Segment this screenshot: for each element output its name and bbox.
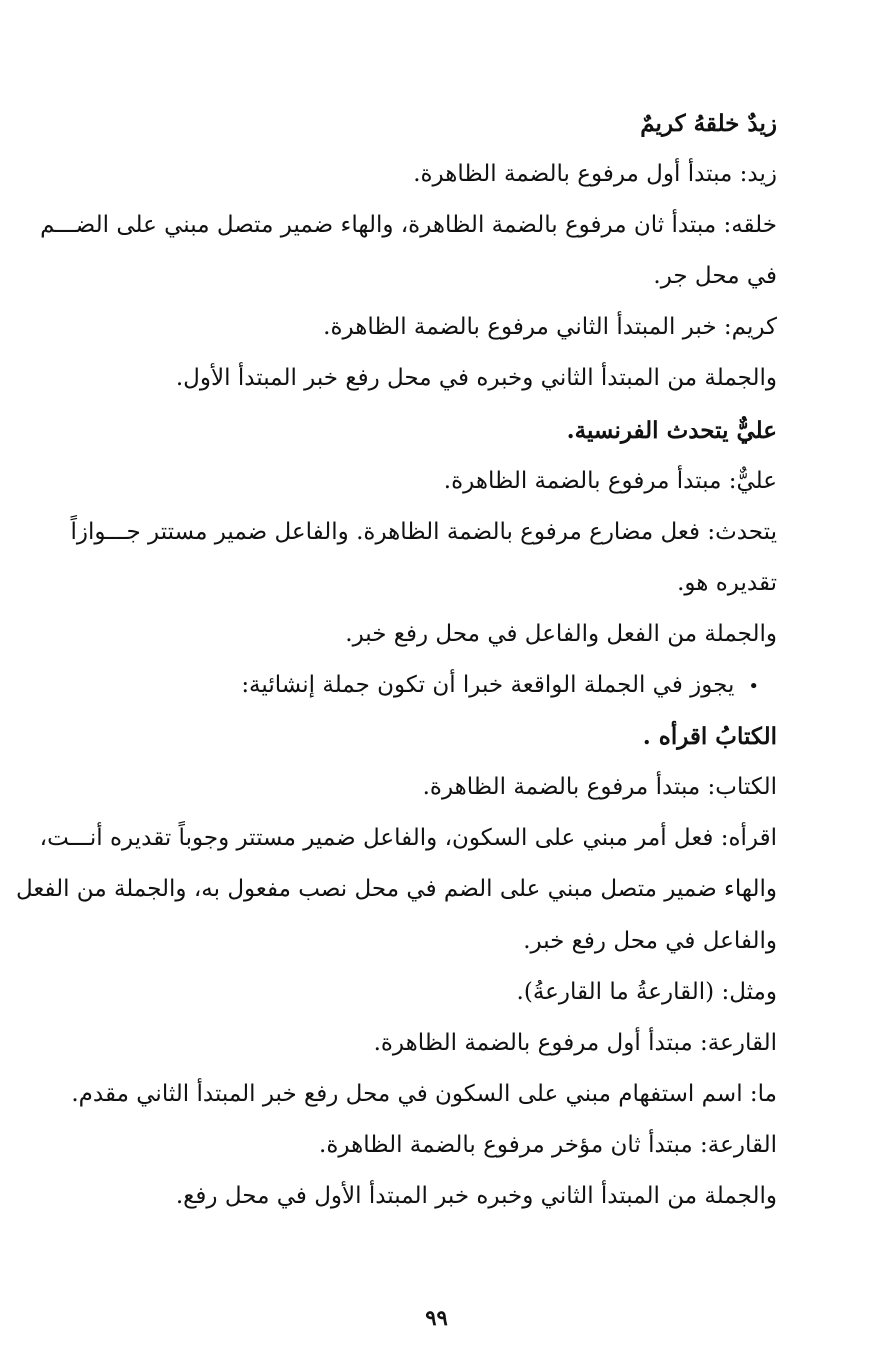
text-line: زيد: مبتدأ أول مرفوع بالضمة الظاهرة. [413, 161, 777, 188]
text-line: زيدٌ خلقهُ كريمٌ [640, 110, 777, 137]
text-line: ومثل: (القارعةُ ما القارعةُ). [516, 978, 777, 1005]
text-line: والجملة من المبتدأ الثاني وخبره خبر المبتدأ الأول في محل رفع. [175, 1182, 777, 1209]
text-line: تقديره هو. [677, 569, 777, 596]
page-number: ٩٩ [425, 1305, 448, 1330]
text-line: والجملة من المبتدأ الثاني وخبره في محل رفع خبر المبتدأ الأول. [175, 365, 777, 392]
text-line: الكتابُ اقرأه . [642, 723, 777, 751]
text-line: والهاء ضمير متصل مبني على الضم في محل نصب مفعول به، والجملة من الفعل [15, 876, 777, 903]
body-text [15, 98, 777, 1222]
bullet-item: • يجوز في الجملة الواقعة خبرا أن تكون جملة إنشائية: [97, 660, 777, 711]
text-line: في محل جر. [653, 263, 777, 290]
text-line: يتحدث: فعل مضارع مرفوع بالضمة الظاهرة. والفاعل ضمير مستتر جـــوازاً [70, 518, 777, 545]
text-line: اقرأه: فعل أمر مبني على السكون، والفاعل ضمير مستتر وجوباً تقديره أنـــت، [39, 825, 777, 852]
text-line: القارعة: مبتدأ ثان مؤخر مرفوع بالضمة الظاهرة. [319, 1131, 777, 1158]
text-line: ما: اسم استفهام مبني على السكون في محل رفع خبر المبتدأ الثاني مقدم. [71, 1080, 777, 1107]
text-line: كريم: خبر المبتدأ الثاني مرفوع بالضمة الظاهرة. [323, 314, 777, 341]
text-line: والجملة من الفعل والفاعل في محل رفع خبر. [345, 620, 777, 647]
text-line: القارعة: مبتدأ أول مرفوع بالضمة الظاهرة. [373, 1029, 777, 1056]
text-line: الكتاب: مبتدأ مرفوع بالضمة الظاهرة. [422, 774, 777, 801]
text-line: عليٌّ: مبتدأ مرفوع بالضمة الظاهرة. [443, 467, 777, 494]
text-line: والفاعل في محل رفع خبر. [523, 927, 777, 954]
text-line: خلقه: مبتدأ ثان مرفوع بالضمة الظاهرة، والهاء ضمير متصل مبني على الضـــم [40, 212, 777, 239]
text-line: عليٌّ يتحدث الفرنسية. [566, 416, 777, 444]
